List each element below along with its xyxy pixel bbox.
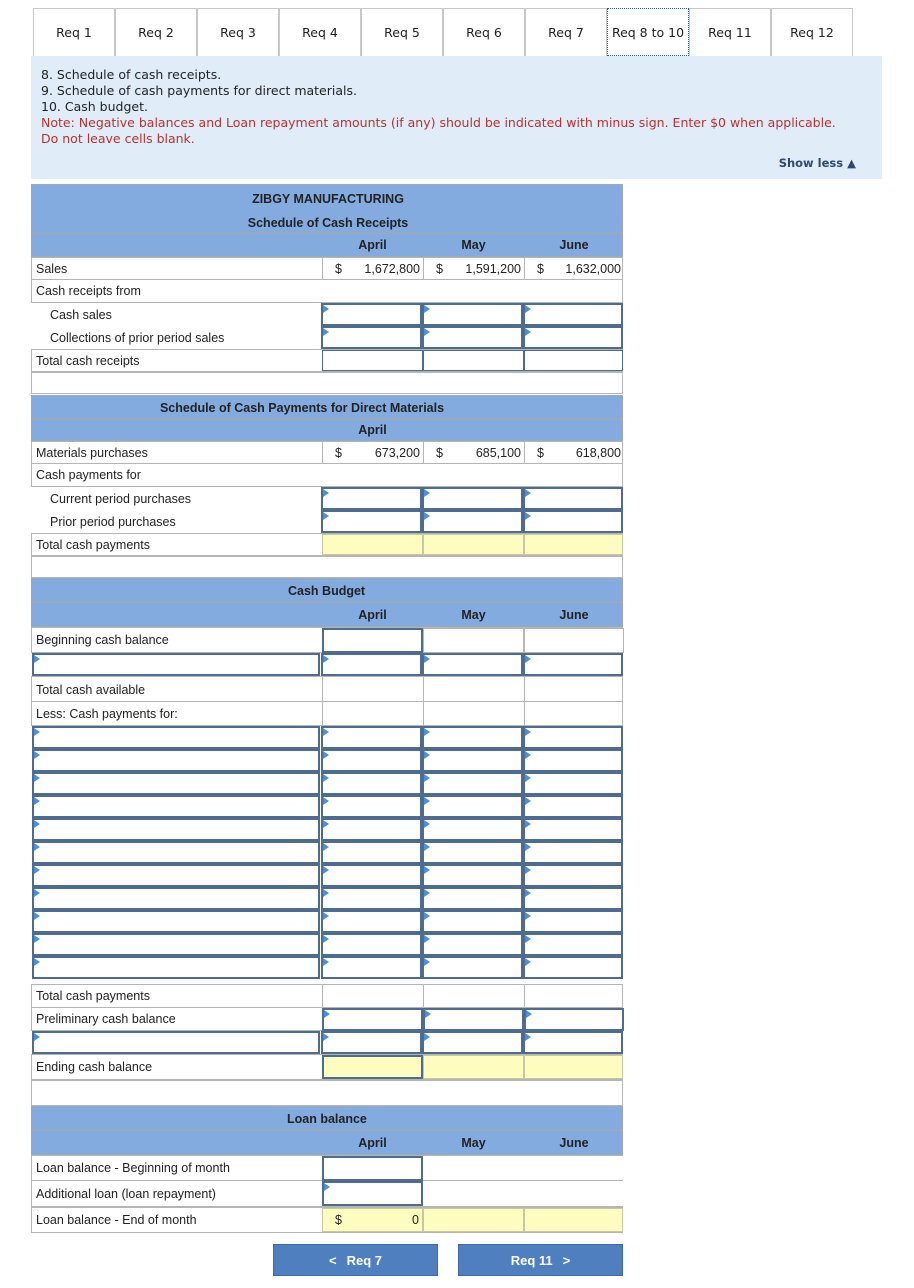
prev-req-button[interactable]: < Req 7 xyxy=(273,1244,438,1276)
budget-line-label-input[interactable] xyxy=(32,653,320,676)
input-marker-icon xyxy=(323,958,329,966)
total-receipts-row xyxy=(31,349,623,372)
payments-title: Schedule of Cash Payments for Direct Materials xyxy=(159,401,445,415)
loan-beginning-april-input[interactable] xyxy=(322,1156,423,1181)
col-april: April xyxy=(358,607,387,622)
materials-row xyxy=(31,441,623,464)
input-marker-icon xyxy=(323,820,329,828)
total-payments-april xyxy=(322,534,423,555)
input-marker-icon xyxy=(34,866,40,874)
payment-line-row xyxy=(31,841,623,864)
collections-row xyxy=(31,326,623,349)
input-marker-icon xyxy=(34,958,40,966)
beginning-cash-may xyxy=(423,628,524,653)
input-marker-icon xyxy=(323,751,329,759)
less-payments-label: Less: Cash payments for: xyxy=(36,706,178,721)
input-marker-icon xyxy=(424,866,430,874)
beginning-cash-label: Beginning cash balance xyxy=(36,633,169,647)
payment-line-june-input[interactable] xyxy=(523,726,623,749)
prior-june-input[interactable] xyxy=(523,510,623,533)
input-marker-icon xyxy=(323,305,329,313)
payment-line-june-input[interactable] xyxy=(523,956,623,979)
payment-line-june-input[interactable] xyxy=(523,818,623,841)
preliminary-april-input[interactable] xyxy=(322,1008,423,1031)
chevron-right-icon: > xyxy=(562,1252,571,1268)
payment-line-label-input[interactable] xyxy=(32,910,320,933)
next-req-button[interactable]: Req 11 > xyxy=(458,1244,623,1276)
input-marker-icon xyxy=(34,797,40,805)
payment-line-april-input[interactable] xyxy=(321,772,422,795)
loan-beginning-label: Loan balance - Beginning of month xyxy=(36,1161,230,1175)
total-payments-may xyxy=(423,534,524,555)
input-marker-icon xyxy=(424,655,430,663)
input-marker-icon xyxy=(424,958,430,966)
budget-line-june-input[interactable] xyxy=(523,653,623,676)
ending-cash-row xyxy=(31,1054,623,1080)
payment-line-label-input[interactable] xyxy=(32,887,320,910)
payment-line-may-input[interactable] xyxy=(422,933,523,956)
cash-sales-label: Cash sales xyxy=(50,307,112,322)
input-marker-icon xyxy=(424,728,430,736)
input-marker-icon xyxy=(34,820,40,828)
tab-req-5[interactable]: Req 5 xyxy=(361,8,443,56)
financing-input-row xyxy=(31,1031,623,1054)
input-marker-icon xyxy=(34,728,40,736)
input-marker-icon xyxy=(424,912,430,920)
instruction-9: 9. Schedule of cash payments for direct materials. xyxy=(41,83,357,98)
loan-header xyxy=(31,1106,623,1130)
current-june-input[interactable] xyxy=(523,487,623,510)
input-marker-icon xyxy=(424,797,430,805)
col-may: May xyxy=(461,238,486,252)
input-marker-icon xyxy=(525,1033,531,1041)
financing-april-input[interactable] xyxy=(321,1031,422,1054)
payment-line-row xyxy=(31,795,623,818)
payment-line-row xyxy=(31,887,623,910)
payment-line-june-input[interactable] xyxy=(523,772,623,795)
payment-line-april-input[interactable] xyxy=(321,841,422,864)
loan-additional-april-input[interactable] xyxy=(322,1181,423,1206)
beginning-cash-row xyxy=(31,627,623,653)
tab-req-12[interactable]: Req 12 xyxy=(771,8,853,56)
input-marker-icon xyxy=(525,912,531,920)
input-marker-icon xyxy=(424,751,430,759)
input-marker-icon xyxy=(34,655,40,663)
tab-req-1[interactable]: Req 1 xyxy=(33,8,115,56)
payment-line-label-input[interactable] xyxy=(32,818,320,841)
requirement-tabs xyxy=(33,8,857,56)
receipts-header xyxy=(31,184,623,233)
col-april: April xyxy=(358,1135,387,1150)
show-less-link[interactable]: Show less ▲ xyxy=(778,156,856,170)
instruction-8: 8. Schedule of cash receipts. xyxy=(41,67,222,82)
current-april-input[interactable] xyxy=(321,487,422,510)
input-marker-icon xyxy=(424,843,430,851)
total-receipts-april[interactable] xyxy=(322,350,423,371)
cash-receipts-from-row xyxy=(31,280,623,303)
payment-line-june-input[interactable] xyxy=(523,910,623,933)
input-marker-icon xyxy=(525,751,531,759)
sales-april: $ 1,672,800 xyxy=(322,258,423,279)
budget-header xyxy=(31,578,623,602)
total-payments-june xyxy=(524,534,623,555)
loan-beginning-row xyxy=(31,1155,623,1181)
input-marker-icon xyxy=(34,912,40,920)
total-cash-payments-row xyxy=(31,984,623,1008)
note-line-2: Do not leave cells blank. xyxy=(41,131,195,146)
payment-line-may-input[interactable] xyxy=(422,795,523,818)
receipts-month-header xyxy=(31,233,623,257)
cash-receipts-from-label: Cash receipts from xyxy=(36,284,141,298)
beginning-cash-april-input[interactable] xyxy=(322,628,423,653)
col-april: April xyxy=(358,238,387,252)
preliminary-may-input[interactable] xyxy=(423,1008,524,1031)
input-marker-icon xyxy=(525,843,531,851)
payment-line-row xyxy=(31,864,623,887)
tab-req-4[interactable]: Req 4 xyxy=(279,8,361,56)
input-marker-icon xyxy=(323,797,329,805)
materials-june: $ 618,800 xyxy=(524,442,624,463)
payments-month-header xyxy=(31,419,623,441)
preliminary-label: Preliminary cash balance xyxy=(36,1012,176,1026)
payment-line-april-input[interactable] xyxy=(321,864,422,887)
input-marker-icon xyxy=(424,774,430,782)
financing-may-input[interactable] xyxy=(422,1031,523,1054)
tab-req-11[interactable]: Req 11 xyxy=(689,8,771,56)
loan-month-header xyxy=(31,1130,623,1155)
input-marker-icon xyxy=(34,889,40,897)
total-receipts-june[interactable] xyxy=(524,350,623,371)
current-period-label: Current period purchases xyxy=(50,491,192,506)
input-marker-icon xyxy=(525,728,531,736)
sales-row xyxy=(31,257,623,280)
current-period-row xyxy=(31,487,623,510)
input-marker-icon xyxy=(323,728,329,736)
tab-req-2[interactable]: Req 2 xyxy=(115,8,197,56)
payment-line-may-input[interactable] xyxy=(422,887,523,910)
payment-line-row xyxy=(31,910,623,933)
loan-end-label: Loan balance - End of month xyxy=(36,1213,197,1227)
payment-line-april-input[interactable] xyxy=(321,887,422,910)
payment-line-june-input[interactable] xyxy=(523,887,623,910)
spacer-row xyxy=(31,372,623,394)
input-marker-icon xyxy=(525,512,531,520)
payment-line-may-input[interactable] xyxy=(422,726,523,749)
beginning-cash-june xyxy=(524,628,624,653)
loan-end-may xyxy=(423,1208,524,1232)
input-marker-icon xyxy=(525,328,531,336)
preliminary-row xyxy=(31,1008,623,1031)
cash-receipts-input-row xyxy=(31,653,623,676)
input-marker-icon xyxy=(424,305,430,313)
input-marker-icon xyxy=(323,328,329,336)
col-june: June xyxy=(559,238,589,252)
ending-cash-april xyxy=(322,1055,423,1079)
preliminary-june-input[interactable] xyxy=(524,1008,624,1031)
payment-line-may-input[interactable] xyxy=(422,841,523,864)
payment-line-may-input[interactable] xyxy=(422,864,523,887)
input-marker-icon xyxy=(323,912,329,920)
col-may: May xyxy=(461,607,486,622)
payment-line-label-input[interactable] xyxy=(32,772,320,795)
payment-line-april-input[interactable] xyxy=(321,933,422,956)
input-marker-icon xyxy=(323,774,329,782)
payment-line-june-input[interactable] xyxy=(523,795,623,818)
payment-line-row xyxy=(31,726,623,749)
payment-line-row xyxy=(31,749,623,772)
loan-end-row xyxy=(31,1207,623,1233)
input-marker-icon xyxy=(323,1033,329,1041)
payment-line-april-input[interactable] xyxy=(321,956,422,979)
input-marker-icon xyxy=(424,489,430,497)
loan-additional-label: Additional loan (loan repayment) xyxy=(36,1186,216,1201)
input-marker-icon xyxy=(34,751,40,759)
payment-line-label-input[interactable] xyxy=(32,841,320,864)
payment-line-may-input[interactable] xyxy=(422,772,523,795)
payment-line-april-input[interactable] xyxy=(321,910,422,933)
payment-line-label-input[interactable] xyxy=(32,864,320,887)
less-payments-row xyxy=(31,702,623,726)
payment-line-row xyxy=(31,956,623,979)
total-receipts-may[interactable] xyxy=(423,350,524,371)
instruction-10: 10. Cash budget. xyxy=(41,99,148,114)
spacer-row xyxy=(31,556,623,578)
col-april: April xyxy=(358,423,387,437)
input-marker-icon xyxy=(34,774,40,782)
loan-end-june xyxy=(524,1208,623,1232)
input-marker-icon xyxy=(525,889,531,897)
input-marker-icon xyxy=(323,935,329,943)
payment-line-label-input[interactable] xyxy=(32,933,320,956)
payment-line-row xyxy=(31,818,623,841)
payment-line-may-input[interactable] xyxy=(422,749,523,772)
input-marker-icon xyxy=(525,774,531,782)
note-line-1: Note: Negative balances and Loan repayment amounts (if any) should be indicated with minus sign. Enter $0 when applicable. xyxy=(41,115,836,130)
input-marker-icon xyxy=(525,820,531,828)
payment-line-may-input[interactable] xyxy=(422,818,523,841)
input-marker-icon xyxy=(323,655,329,663)
financing-label-input[interactable] xyxy=(32,1031,320,1054)
collections-april-input[interactable] xyxy=(321,326,422,349)
payment-line-label-input[interactable] xyxy=(32,726,320,749)
total-cash-payments-label: Total cash payments xyxy=(36,989,150,1003)
input-marker-icon xyxy=(34,843,40,851)
payment-line-april-input[interactable] xyxy=(321,795,422,818)
ending-cash-label: Ending cash balance xyxy=(36,1060,153,1074)
ending-cash-june xyxy=(524,1055,623,1079)
payment-line-april-input[interactable] xyxy=(321,749,422,772)
payment-line-april-input[interactable] xyxy=(321,726,422,749)
input-marker-icon xyxy=(323,489,329,497)
materials-april: $ 673,200 xyxy=(322,442,423,463)
payment-line-june-input[interactable] xyxy=(523,749,623,772)
cash-sales-row xyxy=(31,303,623,326)
budget-line-may-input[interactable] xyxy=(422,653,523,676)
company-name: ZIBGY MANUFACTURING xyxy=(252,192,404,206)
budget-line-april-input[interactable] xyxy=(321,653,422,676)
materials-label: Materials purchases xyxy=(36,445,148,460)
input-marker-icon xyxy=(424,328,430,336)
col-may: May xyxy=(461,1135,486,1150)
input-marker-icon xyxy=(525,305,531,313)
current-may-input[interactable] xyxy=(422,487,523,510)
collections-june-input[interactable] xyxy=(523,326,623,349)
loan-title: Loan balance xyxy=(287,1112,367,1126)
payment-line-label-input[interactable] xyxy=(32,795,320,818)
receipts-title: Schedule of Cash Receipts xyxy=(247,216,409,230)
input-marker-icon xyxy=(324,1183,330,1191)
input-marker-icon xyxy=(323,889,329,897)
input-marker-icon xyxy=(424,935,430,943)
payment-line-label-input[interactable] xyxy=(32,749,320,772)
input-marker-icon xyxy=(34,935,40,943)
input-marker-icon xyxy=(525,489,531,497)
payment-line-label-input[interactable] xyxy=(32,956,320,979)
payment-line-june-input[interactable] xyxy=(523,864,623,887)
payment-line-april-input[interactable] xyxy=(321,818,422,841)
prior-april-input[interactable] xyxy=(321,510,422,533)
instructions-panel xyxy=(31,56,882,179)
cash-payments-for-row xyxy=(31,464,623,487)
input-marker-icon xyxy=(424,1033,430,1041)
prior-may-input[interactable] xyxy=(422,510,523,533)
tab-req-3[interactable]: Req 3 xyxy=(197,8,279,56)
total-available-row xyxy=(31,676,623,702)
input-marker-icon xyxy=(525,655,531,663)
spacer-row xyxy=(31,1080,623,1106)
financing-june-input[interactable] xyxy=(523,1031,623,1054)
payments-header xyxy=(31,395,623,419)
collections-label: Collections of prior period sales xyxy=(50,330,225,345)
total-payments-label: Total cash payments xyxy=(36,537,150,552)
collections-may-input[interactable] xyxy=(422,326,523,349)
input-marker-icon xyxy=(525,866,531,874)
sales-june: $ 1,632,000 xyxy=(524,258,624,279)
loan-additional-row xyxy=(31,1181,623,1207)
input-marker-icon xyxy=(525,935,531,943)
input-marker-icon xyxy=(323,843,329,851)
tab-req-7[interactable]: Req 7 xyxy=(525,8,607,56)
input-marker-icon xyxy=(425,1010,431,1018)
materials-may: $ 685,100 xyxy=(423,442,524,463)
payment-line-may-input[interactable] xyxy=(422,956,523,979)
payment-line-june-input[interactable] xyxy=(523,841,623,864)
tab-req-8-to-10[interactable]: Req 8 to 10 xyxy=(607,8,689,56)
cash-sales-april-input[interactable] xyxy=(321,303,422,326)
input-marker-icon xyxy=(525,797,531,805)
payment-line-june-input[interactable] xyxy=(523,933,623,956)
tab-req-6[interactable]: Req 6 xyxy=(443,8,525,56)
input-marker-icon xyxy=(525,958,531,966)
total-payments-row xyxy=(31,533,623,556)
input-marker-icon xyxy=(424,820,430,828)
input-marker-icon xyxy=(424,512,430,520)
cash-payments-for-label: Cash payments for xyxy=(36,468,141,482)
payment-line-may-input[interactable] xyxy=(422,910,523,933)
payment-line-row xyxy=(31,933,623,956)
cash-sales-may-input[interactable] xyxy=(422,303,523,326)
budget-month-header xyxy=(31,602,623,627)
input-marker-icon xyxy=(323,512,329,520)
total-available-label: Total cash available xyxy=(36,683,146,697)
prior-period-row xyxy=(31,510,623,533)
input-marker-icon xyxy=(323,866,329,874)
input-marker-icon xyxy=(424,889,430,897)
total-receipts-label: Total cash receipts xyxy=(36,353,140,368)
loan-end-april: $ 0 xyxy=(322,1208,423,1232)
input-marker-icon xyxy=(34,1033,40,1041)
payment-line-row xyxy=(31,772,623,795)
input-marker-icon xyxy=(324,1010,330,1018)
prior-period-label: Prior period purchases xyxy=(50,514,176,529)
input-marker-icon xyxy=(526,1010,532,1018)
col-june: June xyxy=(559,607,589,622)
col-june: June xyxy=(559,1135,589,1150)
chevron-left-icon: < xyxy=(329,1252,337,1268)
budget-title: Cash Budget xyxy=(288,584,366,598)
ending-cash-may xyxy=(423,1055,524,1079)
cash-sales-june-input[interactable] xyxy=(523,303,623,326)
sales-may: $ 1,591,200 xyxy=(423,258,524,279)
sales-label: Sales xyxy=(36,261,68,276)
triangle-up-icon: ▲ xyxy=(847,156,856,170)
